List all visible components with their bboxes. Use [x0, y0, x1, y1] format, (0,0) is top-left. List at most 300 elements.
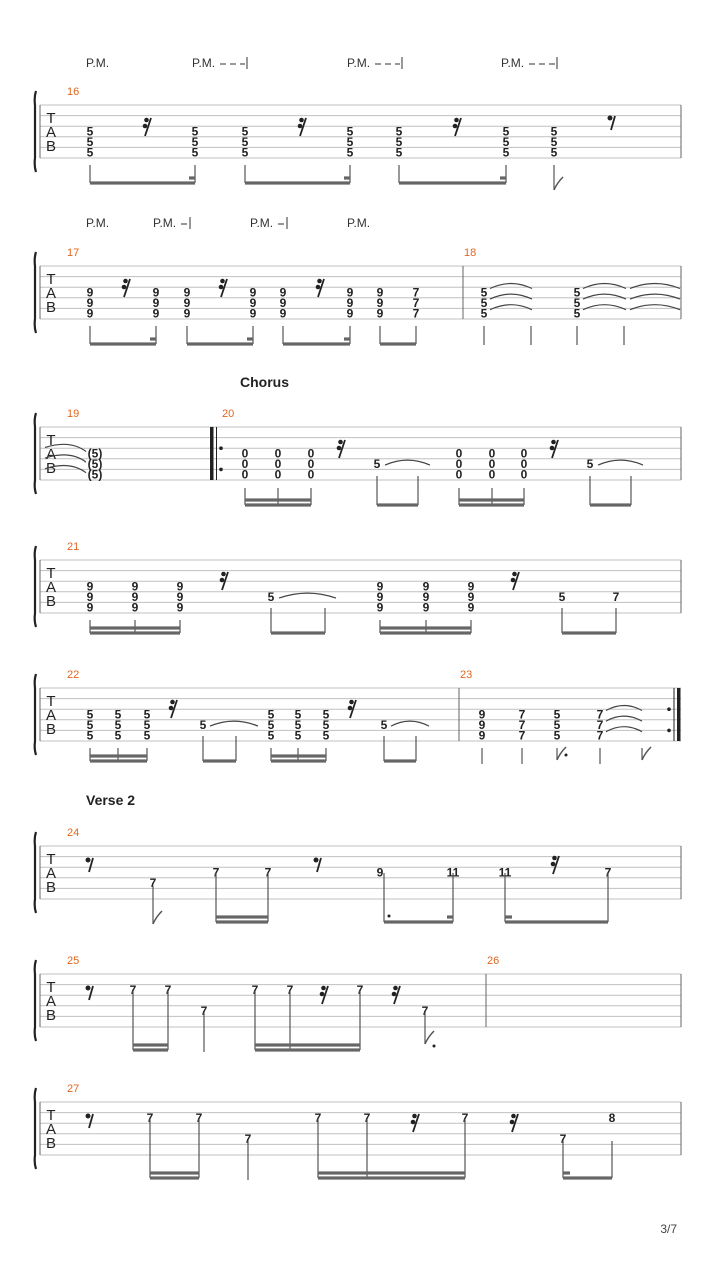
tab-clef-letter: B	[45, 138, 57, 155]
fret-number: 5	[86, 707, 94, 722]
fret-number: 7	[286, 982, 294, 997]
measure-number: 17	[67, 247, 80, 259]
fret-number: 9	[422, 579, 430, 594]
fret-number: 9	[152, 285, 160, 300]
beam	[459, 503, 524, 506]
beam	[245, 503, 311, 506]
fret-number: 5	[241, 145, 249, 160]
fret-number: 5	[86, 124, 94, 139]
repeat-dot	[219, 468, 223, 472]
section-label-verse-2: Verse 2	[86, 792, 136, 808]
fret-number: 5	[586, 457, 594, 472]
beam-secondary	[247, 337, 253, 340]
fret-number: 7	[200, 1004, 208, 1019]
fret-number: 9	[467, 600, 475, 615]
repeat-dot	[667, 729, 671, 733]
tab-clef-letter: B	[45, 1135, 57, 1152]
fret-number: 5	[573, 285, 581, 300]
fret-number: 9	[86, 600, 94, 615]
fret-number: 5	[553, 718, 561, 733]
tab-clef-letter: A	[45, 124, 57, 141]
fret-number: 7	[421, 1004, 429, 1019]
beam-secondary	[133, 1043, 168, 1046]
beam-secondary	[245, 498, 311, 501]
beam-secondary	[189, 176, 195, 179]
tab-clef-letter: A	[45, 993, 57, 1010]
rest-dot	[608, 116, 613, 121]
beam-secondary	[216, 915, 268, 918]
fret-number: 9	[176, 579, 184, 594]
palm-mute-label: P.M.	[153, 216, 177, 230]
augmentation-dot	[433, 1045, 436, 1048]
rest-dot	[86, 1114, 91, 1119]
fret-number: 7	[412, 296, 420, 311]
fret-number: 9	[376, 590, 384, 605]
fret-number: 0	[520, 467, 528, 482]
beam	[255, 1048, 360, 1051]
rest-dot	[338, 440, 343, 445]
fret-number: 9	[183, 285, 191, 300]
palm-mute-label: P.M.	[347, 216, 371, 230]
fret-number: 0	[455, 467, 463, 482]
beam	[384, 759, 416, 762]
rest-dot	[510, 1120, 515, 1125]
fret-number: 5	[346, 145, 354, 160]
fret-number: 7	[518, 728, 526, 743]
measure-number: 23	[460, 669, 473, 681]
beam-secondary	[150, 337, 156, 340]
fret-number: 7	[146, 1110, 154, 1125]
system-bracket	[35, 960, 36, 1041]
tie-arc	[490, 305, 532, 310]
fret-number: 7	[212, 865, 220, 880]
fret-number: 9	[467, 579, 475, 594]
tab-clef-letter: B	[45, 460, 57, 477]
fret-number: 9	[467, 590, 475, 605]
fret-number: 9	[478, 728, 486, 743]
rest-dot	[169, 706, 174, 711]
fret-number: 5	[86, 728, 94, 743]
fret-number: 9	[279, 285, 287, 300]
fret-number: 5	[294, 718, 302, 733]
beam-secondary	[255, 1043, 360, 1046]
fret-number: 5	[191, 145, 199, 160]
note-flag	[557, 747, 566, 760]
beam	[150, 1176, 199, 1179]
tie-arc	[490, 284, 532, 289]
beam-secondary	[271, 754, 326, 757]
measure-number: 16	[67, 86, 80, 98]
rest-dot	[122, 285, 127, 290]
fret-number: 9	[249, 285, 257, 300]
fret-number: 5	[573, 296, 581, 311]
beam	[90, 342, 156, 345]
measure-number: 18	[464, 247, 477, 259]
rest-dot	[220, 578, 225, 583]
fret-number: 0	[274, 446, 282, 461]
fret-number: 0	[488, 467, 496, 482]
measure-number: 27	[67, 1083, 80, 1095]
fret-number: 9	[346, 306, 354, 321]
fret-number: 5	[502, 124, 510, 139]
fret-number: 5	[395, 145, 403, 160]
beam	[562, 631, 616, 634]
fret-number: 5	[573, 306, 581, 321]
rest-dot	[348, 706, 353, 711]
tab-clef-letter: B	[45, 879, 57, 896]
fret-number: 5	[322, 718, 330, 733]
beam	[271, 759, 326, 762]
fret-number: 5	[346, 135, 354, 150]
fret-number: 7	[195, 1110, 203, 1125]
tab-clef-letter: T	[46, 110, 56, 127]
rest-dot	[143, 124, 148, 129]
palm-mute-label: P.M.	[250, 216, 274, 230]
rest-dot	[298, 124, 303, 129]
tab-clef-letter: A	[45, 707, 57, 724]
fret-number: 7	[596, 707, 604, 722]
beam-secondary	[500, 176, 506, 179]
fret-number: 7	[356, 982, 364, 997]
fret-number: 7	[604, 865, 612, 880]
system-bracket	[35, 674, 36, 755]
rest-dot	[512, 572, 517, 577]
fret-number: 7	[412, 306, 420, 321]
fret-number: 0	[488, 457, 496, 472]
beam-secondary	[447, 915, 453, 918]
rest-dot	[299, 118, 304, 123]
tie-arc	[583, 284, 626, 289]
tab-clef-letter: A	[45, 579, 57, 596]
fret-number: 5	[86, 718, 94, 733]
beam	[90, 631, 180, 634]
fret-number: 9	[249, 296, 257, 311]
rest-dot	[453, 124, 458, 129]
tab-clef-letter: T	[46, 565, 56, 582]
palm-mute-label: P.M.	[347, 56, 371, 70]
beam	[377, 503, 418, 506]
fret-number: 5	[114, 728, 122, 743]
fret-number: 9	[376, 285, 384, 300]
tie-arc	[598, 460, 643, 465]
tie-arc	[606, 716, 642, 721]
fret-number: 9	[346, 296, 354, 311]
fret-number: 9	[376, 306, 384, 321]
beam-secondary	[505, 915, 512, 918]
fret-number: 8	[608, 1110, 616, 1125]
rest-dot	[551, 862, 556, 867]
beam	[90, 181, 195, 184]
fret-number: 5	[241, 124, 249, 139]
fret-number: 5	[143, 728, 151, 743]
fret-number: 9	[131, 579, 139, 594]
fret-number: 7	[518, 707, 526, 722]
fret-number: 7	[149, 876, 157, 891]
tab-clef-letter: A	[45, 446, 57, 463]
tie-arc	[391, 721, 429, 726]
fret-number: 7	[596, 728, 604, 743]
rest-dot	[511, 1114, 516, 1119]
rest-dot	[314, 858, 319, 863]
fret-number: 9	[86, 296, 94, 311]
fret-number: 5	[267, 728, 275, 743]
rest-dot	[317, 279, 322, 284]
beam	[245, 181, 350, 184]
tab-clef-letter: B	[45, 721, 57, 738]
fret-number: 0	[241, 467, 249, 482]
fret-number: 0	[274, 467, 282, 482]
rest-dot	[320, 992, 325, 997]
rest-dot	[411, 1120, 416, 1125]
fret-number: 0	[307, 467, 315, 482]
fret-number: 9	[376, 600, 384, 615]
fret-number: 9	[152, 296, 160, 311]
fret-number: 5	[267, 718, 275, 733]
tab-clef-letter: T	[46, 851, 56, 868]
fret-number: 9	[376, 865, 384, 880]
tie-arc	[583, 294, 626, 299]
fret-number: 5	[267, 707, 275, 722]
fret-number: 7	[164, 982, 172, 997]
fret-number: 9	[279, 296, 287, 311]
tab-clef-letter: B	[45, 593, 57, 610]
fret-number: 5	[191, 135, 199, 150]
beam-secondary	[90, 754, 147, 757]
repeat-start-thick-bar	[210, 427, 214, 480]
palm-mute-label: P.M.	[501, 56, 525, 70]
tie-arc	[385, 460, 430, 465]
page-number: 3/7	[660, 1222, 677, 1236]
tie-arc	[490, 294, 532, 299]
fret-number: 7	[314, 1110, 322, 1125]
tie-arc	[606, 727, 642, 732]
fret-number: (5)	[87, 446, 103, 461]
fret-number: 5	[480, 306, 488, 321]
tie-arc	[210, 721, 258, 726]
beam	[380, 631, 471, 634]
repeat-dot	[219, 446, 223, 450]
tie-arc	[630, 305, 680, 310]
fret-number: 5	[502, 145, 510, 160]
rest-dot	[170, 700, 175, 705]
beam-secondary	[563, 1171, 570, 1174]
measure-number: 26	[487, 955, 500, 967]
rest-dot	[219, 285, 224, 290]
tab-clef-letter: T	[46, 271, 56, 288]
rest-dot	[412, 1114, 417, 1119]
beam	[216, 920, 268, 923]
measure-number: 22	[67, 669, 80, 681]
note-flag	[425, 1031, 434, 1044]
fret-number: 5	[380, 718, 388, 733]
beam-secondary	[344, 176, 350, 179]
fret-number: 7	[461, 1110, 469, 1125]
fret-number: 9	[376, 296, 384, 311]
fret-number: 7	[363, 1110, 371, 1125]
rest-dot	[393, 986, 398, 991]
fret-number: 9	[131, 600, 139, 615]
rest-dot	[221, 572, 226, 577]
measure-number: 25	[67, 955, 80, 967]
fret-number: 5	[267, 590, 275, 605]
tab-clef-letter: B	[45, 1007, 57, 1024]
fret-number: 9	[176, 600, 184, 615]
fret-number: (5)	[87, 457, 103, 472]
fret-number: 0	[307, 446, 315, 461]
fret-number: 5	[553, 728, 561, 743]
beam	[590, 503, 631, 506]
fret-number: 5	[550, 124, 558, 139]
fret-number: 5	[322, 728, 330, 743]
rest-dot	[550, 446, 555, 451]
system-bracket	[35, 1088, 36, 1169]
fret-number: 5	[550, 145, 558, 160]
system-bracket	[35, 546, 36, 627]
fret-number: 7	[129, 982, 137, 997]
beam	[505, 920, 608, 923]
beam	[384, 920, 453, 923]
beam-secondary	[459, 498, 524, 501]
fret-number: 5	[86, 145, 94, 160]
fret-number: 0	[274, 457, 282, 472]
beam	[90, 759, 147, 762]
fret-number: 9	[183, 296, 191, 311]
fret-number: 9	[249, 306, 257, 321]
tab-clef-letter: T	[46, 979, 56, 996]
rest-dot	[86, 858, 91, 863]
fret-number: 5	[558, 590, 566, 605]
tab-clef-letter: B	[45, 299, 57, 316]
fret-number: 5	[143, 718, 151, 733]
tie-arc	[630, 284, 680, 289]
augmentation-dot	[388, 915, 391, 918]
tab-clef-letter: T	[46, 1107, 56, 1124]
fret-number: 5	[346, 124, 354, 139]
fret-number: 7	[518, 718, 526, 733]
fret-number: 11	[498, 865, 512, 880]
palm-mute-label: P.M.	[86, 216, 110, 230]
beam	[133, 1048, 168, 1051]
fret-number: 9	[86, 285, 94, 300]
beam	[318, 1176, 465, 1179]
beam-secondary	[90, 626, 180, 629]
fret-number: 9	[86, 579, 94, 594]
augmentation-dot	[565, 754, 568, 757]
fret-number: 9	[478, 707, 486, 722]
fret-number: 5	[114, 707, 122, 722]
palm-mute-label: P.M.	[86, 56, 110, 70]
fret-number: 9	[152, 306, 160, 321]
fret-number: 5	[395, 135, 403, 150]
system-bracket	[35, 413, 36, 494]
rest-dot	[321, 986, 326, 991]
tab-clef-letter: A	[45, 1121, 57, 1138]
system-bracket	[35, 91, 36, 172]
rest-dot	[123, 279, 128, 284]
tab-clef-letter: A	[45, 865, 57, 882]
fret-number: 7	[559, 1132, 567, 1147]
fret-number: 9	[86, 590, 94, 605]
fret-number: 5	[553, 707, 561, 722]
fret-number: 9	[478, 718, 486, 733]
fret-number: 5	[373, 457, 381, 472]
fret-number: 0	[520, 446, 528, 461]
fret-number: 7	[244, 1132, 252, 1147]
fret-number: 9	[176, 590, 184, 605]
palm-mute-label: P.M.	[192, 56, 216, 70]
fret-number: 5	[550, 135, 558, 150]
rest-dot	[551, 440, 556, 445]
tab-clef-letter: T	[46, 432, 56, 449]
fret-number: 9	[346, 285, 354, 300]
fret-number: 5	[294, 707, 302, 722]
system-bracket	[35, 832, 36, 913]
fret-number: 9	[131, 590, 139, 605]
beam	[187, 342, 253, 345]
rest-dot	[86, 986, 91, 991]
beam	[563, 1176, 612, 1179]
beam	[380, 342, 416, 345]
fret-number: 7	[412, 285, 420, 300]
beam-secondary	[380, 626, 471, 629]
fret-number: 9	[183, 306, 191, 321]
measure-number: 24	[67, 827, 80, 839]
repeat-dot	[667, 707, 671, 711]
fret-number: 5	[322, 707, 330, 722]
tab-clef-letter: A	[45, 285, 57, 302]
rest-dot	[316, 285, 321, 290]
beam-secondary	[150, 1171, 199, 1174]
fret-number: 9	[86, 306, 94, 321]
beam-secondary	[344, 337, 350, 340]
fret-number: 7	[264, 865, 272, 880]
rest-dot	[552, 856, 557, 861]
section-label-chorus: Chorus	[240, 374, 289, 390]
fret-number: 0	[241, 457, 249, 472]
fret-number: 7	[596, 718, 604, 733]
fret-number: (5)	[87, 467, 103, 482]
system-bracket	[35, 252, 36, 333]
fret-number: 5	[294, 728, 302, 743]
fret-number: 9	[422, 590, 430, 605]
fret-number: 7	[251, 982, 259, 997]
fret-number: 9	[279, 306, 287, 321]
beam	[271, 631, 325, 634]
fret-number: 5	[199, 718, 207, 733]
fret-number: 0	[455, 457, 463, 472]
fret-number: 0	[455, 446, 463, 461]
fret-number: 9	[376, 579, 384, 594]
tie-arc	[583, 305, 626, 310]
beam	[283, 342, 350, 345]
measure-number: 19	[67, 408, 80, 420]
note-flag	[642, 747, 651, 760]
fret-number: 5	[395, 124, 403, 139]
fret-number: 0	[520, 457, 528, 472]
rest-dot	[454, 118, 459, 123]
fret-number: 5	[480, 285, 488, 300]
beam	[399, 181, 506, 184]
rest-dot	[349, 700, 354, 705]
fret-number: 5	[114, 718, 122, 733]
fret-number: 0	[488, 446, 496, 461]
fret-number: 11	[446, 865, 460, 880]
rest-dot	[511, 578, 516, 583]
rest-dot	[392, 992, 397, 997]
fret-number: 0	[307, 457, 315, 472]
fret-number: 5	[480, 296, 488, 311]
fret-number: 5	[502, 135, 510, 150]
